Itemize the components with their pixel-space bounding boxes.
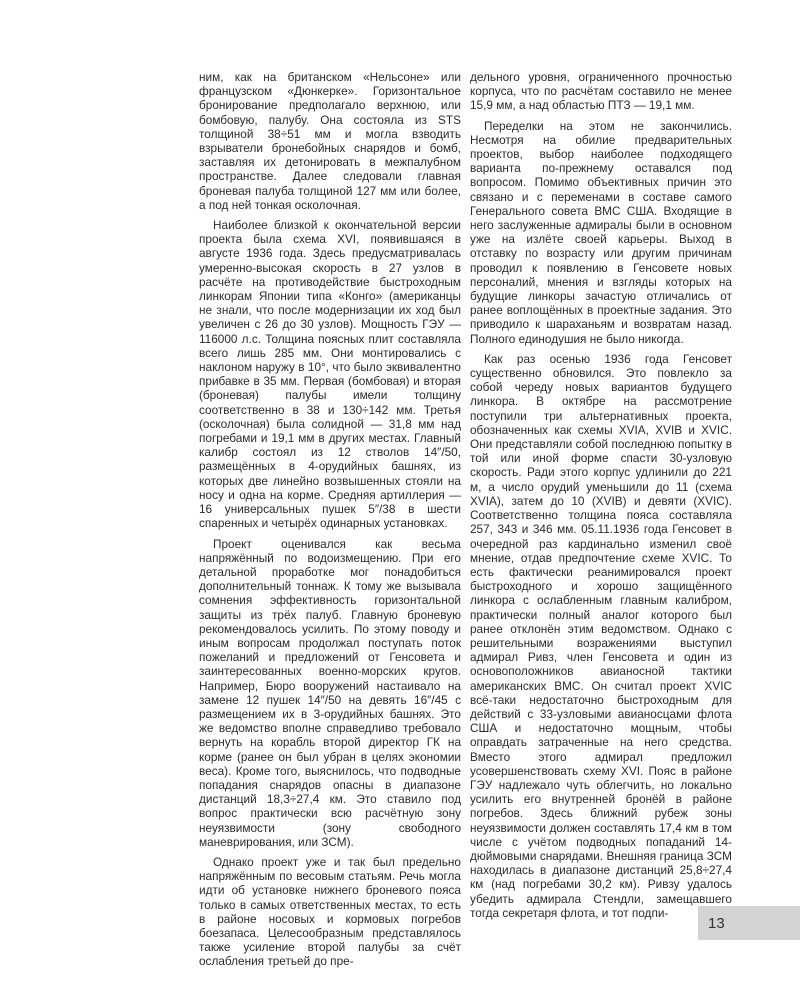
paragraph: Проект оценивался как весьма напряжённый по водоизмещению. При его детальной проработке мог понадобиться дополнительный тоннаж. К тому же вызывала сомнения эффективность горизонтальной защиты из трёх палуб. Главную броневую рекомендовалось усилить. По этому поводу и иным вопросам продолжал поступать поток пожеланий и предложений от Генсовета и заинтересованных военно-морских кругов. Например, Бюро вооружений настаивало на замене 12 пушек 14″/50 на девять 16″/45 с размещением их в 3-орудийных башнях. Это же ведомство вполне справедливо требовало вернуть на корабль второй директор ГК на корме (ранее он был убран в целях экономии веса). Кроме того, выяснилось, что подводные попадания снарядов опасны в диапазоне дистанций 18,3÷27,4 км. Это ставило под вопрос практически всю расчётную зону неуязвимости (зону свободного маневрирования, или ЗСМ). <box>199 536 461 849</box>
paragraph: Как раз осенью 1936 года Генсовет существенно обновился. Это повлекло за собой череду новых вариантов будущего линкора. В октябре на рассмотрение поступили три альтернативных проекта, обозначенных как схемы XVIA, XVIB и XVIC. Они представляли собой последнюю попытку в той или иной форме спасти 30-узловую скорость. Ради этого корпус удлинили до 221 м, а число орудий уменьшили до 11 (схема XVIA), затем до 10 (XVIB) и девяти (XVIC). Соответственно толщина пояса составляла 257, 343 и 346 мм. 05.11.1936 года Генсовет в очередной раз кардинально изменил своё мнение, отдав предпочтение схеме XVIC. То есть фактически реанимировался проект быстроходного и хорошо защищённого линкора с ослабленным главным калибром, практически полный аналог которого был ранее отклонён этим ведомством. Однако с решительными возражениями выступил адмирал Ривз, член Генсовета и один из основоположников авианосной тактики американских ВМС. Он считал проект XVIC всё-таки недостаточно быстроходным для действий с 33-узловыми авианосцами флота США и недостаточно мощным, чтобы оправдать затраченные на него средства. Вместо этого адмирал предложил усовершенствовать схему XVI. Пояс в районе ГЭУ надлежало чуть облегчить, но локально усилить его внутренней бронёй в районе погребов. Здесь ближний рубеж зоны неуязвимости должен составлять 17,4 км в том числе с учётом подводных попаданий 14-дюймовыми снарядами. Внешняя граница ЗСМ находилась в диапазоне дистанций 25,8÷27,4 км (над погребами 30,2 км). Ривзу удалось убедить адмирала Стендли, замещавшего тогда секретаря флота, и тот подпи- <box>470 351 732 920</box>
paragraph: дельного уровня, ограниченного прочностью корпуса, что по расчётам составило не менее 15,9 мм, а над областью ПТЗ — 19,1 мм. <box>470 70 732 113</box>
right-text-column <box>470 70 732 926</box>
left-text-column <box>199 70 461 975</box>
page-number-tab <box>698 906 800 940</box>
paragraph: Переделки на этом не закончились. Несмотря на обилие предварительных проектов, выбор наиболее подходящего варианта по-прежнему оставался под вопросом. Помимо объективных причин это связано и с переменами в составе самого Генерального совета ВМС США. Входящие в него заслуженные адмиралы были в основном уже на излёте своей карьеры. Выход в отставку по возрасту или другим причинам проводил к появлению в Генсовете новых персоналий, мнения и взгляды которых на будущие линкоры зачастую отличались от ранее воплощённых в проектные задания. Это приводило к шараханьям и возвратам назад. Полного единодушия не было никогда. <box>470 118 732 346</box>
paragraph: Наиболее близкой к окончательной версии проекта была схема XVI, появившаяся в августе 1936 года. Здесь предусматривалась умеренно-высокая скорость в 27 узлов в расчёте на противодействие быстроходным линкорам Японии типа «Конго» (американцы не знали, что после модернизации их ход был увеличен с 26 до 30 узлов). Мощность ГЭУ — 116000 л.с. Толщина поясных плит составляла всего лишь 285 мм. Они монтировались с наклоном наружу в 10°, что было эквивалентно прибавке в 35 мм. Первая (бомбовая) и вторая (броневая) палубы имели толщину соответственно в 38 и 130÷142 мм. Третья (осколочная) была солидной — 31,8 мм над погребами и 19,1 мм в других местах. Главный калибр состоял из 12 стволов 14″/50, размещённых в 4-орудийных башнях, из которых две линейно возвышенных стояли на носу и одна на корме. Средняя артиллерия — 16 универсальных пушек 5″/38 в шести спаренных и четырёх одинарных установках. <box>199 218 461 531</box>
page-number: 13 <box>708 914 725 932</box>
paragraph: ним, как на британском «Нельсоне» или французском «Дюнкерке». Горизонтальное бронирование предполагало верхнюю, или бомбовую, палубу. Она состояла из STS толщиной 38÷51 мм и могла взводить взрыватели бронебойных снарядов и бомб, заставляя их детонировать в межпалубном пространстве. Далее следовали главная броневая палуба толщиной 127 мм или более, а под ней тонкая осколочная. <box>199 70 461 212</box>
paragraph: Однако проект уже и так был предельно напряжённым по весовым статьям. Речь могла идти об установке нижнего броневого пояса только в самых ответственных местах, то есть в районе носовых и кормовых погребов боезапаса. Целесообразным представлялось также усиление второй палубы за счёт ослабления третьей до пре- <box>199 854 461 969</box>
